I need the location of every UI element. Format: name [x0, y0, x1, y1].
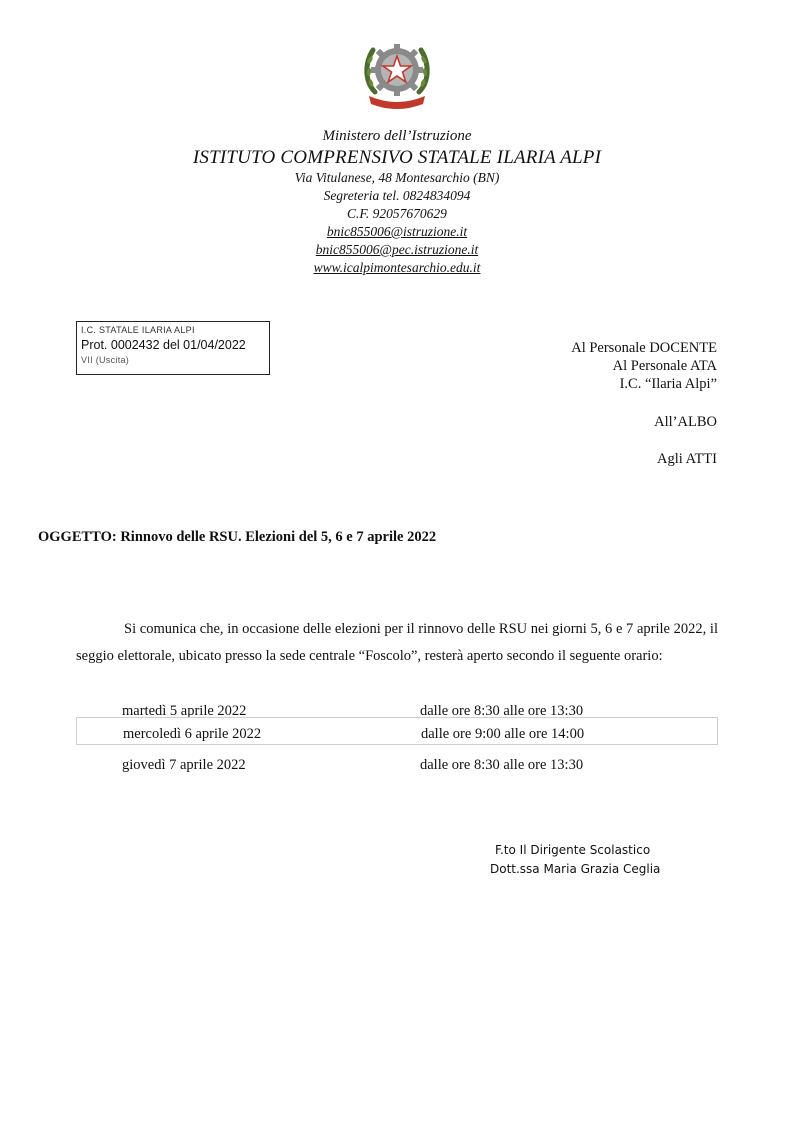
- school-address: Via Vitulanese, 48 Montesarchio (BN): [294, 170, 500, 185]
- school-phone: Segreteria tel. 0824834094: [323, 188, 471, 203]
- recipient-ata-staff: Al Personale ATA: [612, 358, 717, 374]
- schedule-day: martedì 5 aprile 2022: [122, 703, 247, 719]
- school-tax-code: C.F. 92057670629: [347, 206, 447, 221]
- schedule-row: [76, 752, 718, 780]
- recipient-atti: Agli ATTI: [656, 451, 717, 467]
- school-email-link[interactable]: bnic855006@istruzione.it: [326, 224, 468, 239]
- schedule-time: dalle ore 8:30 alle ore 13:30: [420, 757, 584, 773]
- protocol-class: VII (Uscita): [81, 355, 130, 365]
- protocol-stamp: [76, 321, 270, 375]
- protocol-number: Prot. 0002432 del 01/04/2022: [81, 338, 246, 352]
- schedule-time: dalle ore 8:30 alle ore 13:30: [420, 703, 584, 719]
- schedule-day: mercoledì 6 aprile 2022: [123, 726, 262, 742]
- recipient-albo: All’ALBO: [654, 414, 717, 430]
- recipient-teachers: Al Personale DOCENTE: [571, 340, 717, 356]
- schedule-day: giovedì 7 aprile 2022: [122, 757, 246, 773]
- signature-name: Dott.ssa Maria Grazia Ceglia: [490, 862, 661, 876]
- ministry-name: Ministero dell’Istruzione: [322, 128, 472, 144]
- recipient-institute: I.C. “Ilaria Alpi”: [619, 376, 717, 392]
- schedule-row: [76, 717, 718, 745]
- letter-body: [76, 616, 718, 669]
- republic-emblem-icon: [361, 34, 433, 110]
- letter-subject: OGGETTO: Rinnovo delle RSU. Elezioni del 5, 6 e 7 aprile 2022: [38, 529, 437, 545]
- school-pec-link[interactable]: bnic855006@pec.istruzione.it: [315, 242, 479, 257]
- schedule-time: dalle ore 9:00 alle ore 14:00: [421, 726, 585, 742]
- signature-role: F.to Il Dirigente Scolastico: [495, 843, 651, 857]
- body-paragraph: Si comunica che, in occasione delle elezioni per il rinnovo delle RSU nei giorni 5, 6 e 7 aprile 2022, il seggio elettorale, ubicato presso la sede centrale “Foscolo”, resterà aperto secondo il seguente orario:: [76, 621, 718, 664]
- school-name: ISTITUTO COMPRENSIVO STATALE ILARIA ALPI: [192, 147, 602, 168]
- school-website-link[interactable]: www.icalpimontesarchio.edu.it: [313, 260, 481, 275]
- protocol-institute: I.C. STATALE ILARIA ALPI: [81, 325, 195, 335]
